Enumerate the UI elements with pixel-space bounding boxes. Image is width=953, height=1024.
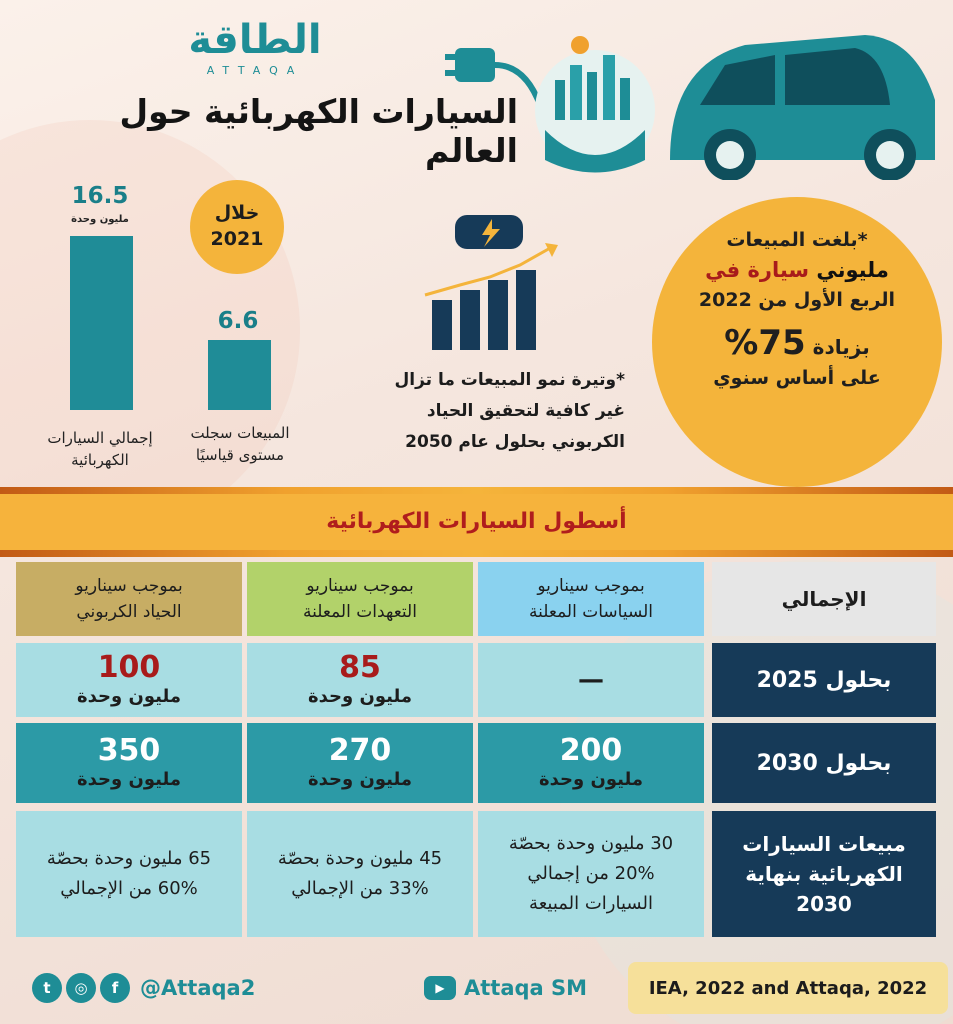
car-icon: [670, 35, 935, 180]
row-2030-netzero-value: 350: [97, 733, 161, 768]
row-2030-pledges: [247, 723, 473, 803]
row-sales-label: [712, 811, 936, 937]
row-sales-pledges-line1: 45 مليون وحدة بحصّة: [277, 848, 443, 869]
section-band: [0, 487, 953, 557]
period-badge: [190, 180, 284, 274]
row-2030-policies-unit: مليون وحدة: [539, 769, 643, 790]
period-line2: 2021: [210, 228, 264, 250]
section-title: أسطول السيارات الكهربائية: [0, 494, 953, 550]
row-sales-netzero: [16, 811, 242, 937]
row-2025-policies-value: —: [578, 665, 604, 695]
row-2025-pledges: [247, 643, 473, 717]
page-title: السيارات الكهربائية حول العالم: [119, 92, 518, 170]
row-sales-policies-line3: السيارات المبيعة: [529, 893, 653, 914]
row-2025-netzero: [16, 643, 242, 717]
total-value: 16.5: [71, 183, 129, 209]
row-sales-netzero-line1: 65 مليون وحدة بحصّة: [46, 848, 212, 869]
q1-percent: 75%: [724, 323, 806, 363]
sales-label-line2: مستوى قياسيًا: [195, 446, 285, 464]
bar-sales: [208, 340, 271, 410]
row-2030-netzero-unit: مليون وحدة: [77, 769, 181, 790]
row-2030-netzero: [16, 723, 242, 803]
sales-label: [170, 422, 310, 466]
col-policies-line1: بموجب سيناريو: [537, 576, 645, 596]
row-sales-label-line3: 2030: [796, 892, 852, 916]
col-netzero-line1: بموجب سيناريو: [75, 576, 183, 596]
col-policies-line2: السياسات المعلنة: [529, 602, 654, 622]
sales-label-line1: المبيعات سجلت: [190, 424, 290, 442]
total-label: [30, 427, 170, 471]
growth-note: [355, 365, 625, 458]
row-2030-policies-value: 200: [559, 733, 623, 768]
q1-line2-rest: سيارة في: [705, 258, 810, 282]
facebook-icon[interactable]: f: [100, 973, 130, 1003]
col-pledges-line2: التعهدات المعلنة: [303, 602, 417, 622]
row-sales-pledges-line2: 33% من الإجمالي: [291, 878, 429, 899]
row-2025-netzero-value: 100: [97, 650, 161, 685]
youtube-handle[interactable]: Attaqa SM: [464, 976, 588, 1000]
q1-line4: [682, 323, 912, 363]
q1-2022-circle: [652, 197, 942, 487]
col-pledges-line1: بموجب سيناريو: [306, 576, 414, 596]
row-sales-pledges: [247, 811, 473, 937]
sales-value: 6.6: [217, 308, 259, 334]
row-2025-pledges-value: 85: [339, 650, 381, 685]
total-label-line1: إجمالي السيارات: [47, 429, 153, 447]
col-header-netzero: [16, 562, 242, 636]
q1-line5: على أساس سنوي: [713, 367, 881, 389]
row-sales-policies-line2: 20% من إجمالي: [527, 863, 655, 884]
growth-note-line1: *وتيرة نمو المبيعات ما تزال: [394, 370, 625, 390]
row-2030-pledges-value: 270: [328, 733, 392, 768]
row-2030-label: [712, 723, 936, 803]
q1-line3: الربع الأول من 2022: [698, 289, 896, 311]
q1-line4-word: بزيادة: [812, 335, 870, 359]
col-header-policies: [478, 562, 704, 636]
attaqa-logo: [160, 18, 350, 88]
logo-latin: ATTAQA: [206, 64, 304, 77]
period-line1: خلال: [214, 202, 260, 224]
twitter-icon[interactable]: t: [32, 973, 62, 1003]
youtube-link[interactable]: [424, 970, 587, 1006]
source-box: [628, 962, 948, 1014]
plug-icon: [445, 48, 540, 105]
row-2025-label: [712, 643, 936, 717]
social-handle[interactable]: @Attaqa2: [140, 976, 256, 1000]
social-links: [32, 970, 255, 1006]
row-2025-netzero-unit: مليون وحدة: [77, 686, 181, 707]
col-netzero-line2: الحياد الكربوني: [76, 602, 182, 622]
growth-note-line2: غير كافية لتحقيق الحياد: [426, 401, 625, 421]
growth-note-line3: الكربوني بحلول عام 2050: [405, 432, 625, 452]
row-2025-policies: [478, 643, 704, 717]
total-unit: مليون وحدة: [71, 214, 129, 225]
ev-illustration: [445, 10, 945, 180]
bar-total: [70, 236, 133, 410]
row-sales-policies-line1: 30 مليون وحدة بحصّة: [508, 833, 674, 854]
table-corner-label: الإجمالي: [781, 587, 867, 611]
col-header-pledges: [247, 562, 473, 636]
earth-icon: [535, 36, 655, 173]
growth-chart-icon: [420, 215, 570, 355]
q1-line2-highlight: مليوني: [816, 258, 889, 282]
row-2030-policies: [478, 723, 704, 803]
q1-line2: [682, 255, 912, 285]
row-2025-label-text: بحلول 2025: [756, 667, 892, 693]
row-2025-pledges-unit: مليون وحدة: [308, 686, 412, 707]
logo-arabic: الطاقة: [188, 17, 322, 63]
total-label-line2: الكهربائية: [71, 451, 129, 469]
row-2030-pledges-unit: مليون وحدة: [308, 769, 412, 790]
youtube-icon[interactable]: ▶: [424, 976, 456, 1000]
row-sales-netzero-line2: 60% من الإجمالي: [60, 878, 198, 899]
instagram-icon[interactable]: ◎: [66, 973, 96, 1003]
table-corner: [712, 562, 936, 636]
row-sales-policies: [478, 811, 704, 937]
source-text: IEA, 2022 and Attaqa, 2022: [648, 977, 928, 999]
row-sales-label-line2: الكهربائية بنهاية: [745, 862, 903, 886]
row-sales-label-line1: مبيعات السيارات: [742, 832, 906, 856]
q1-line1: *بلغت المبيعات: [726, 229, 868, 251]
row-2030-label-text: بحلول 2030: [756, 750, 892, 776]
